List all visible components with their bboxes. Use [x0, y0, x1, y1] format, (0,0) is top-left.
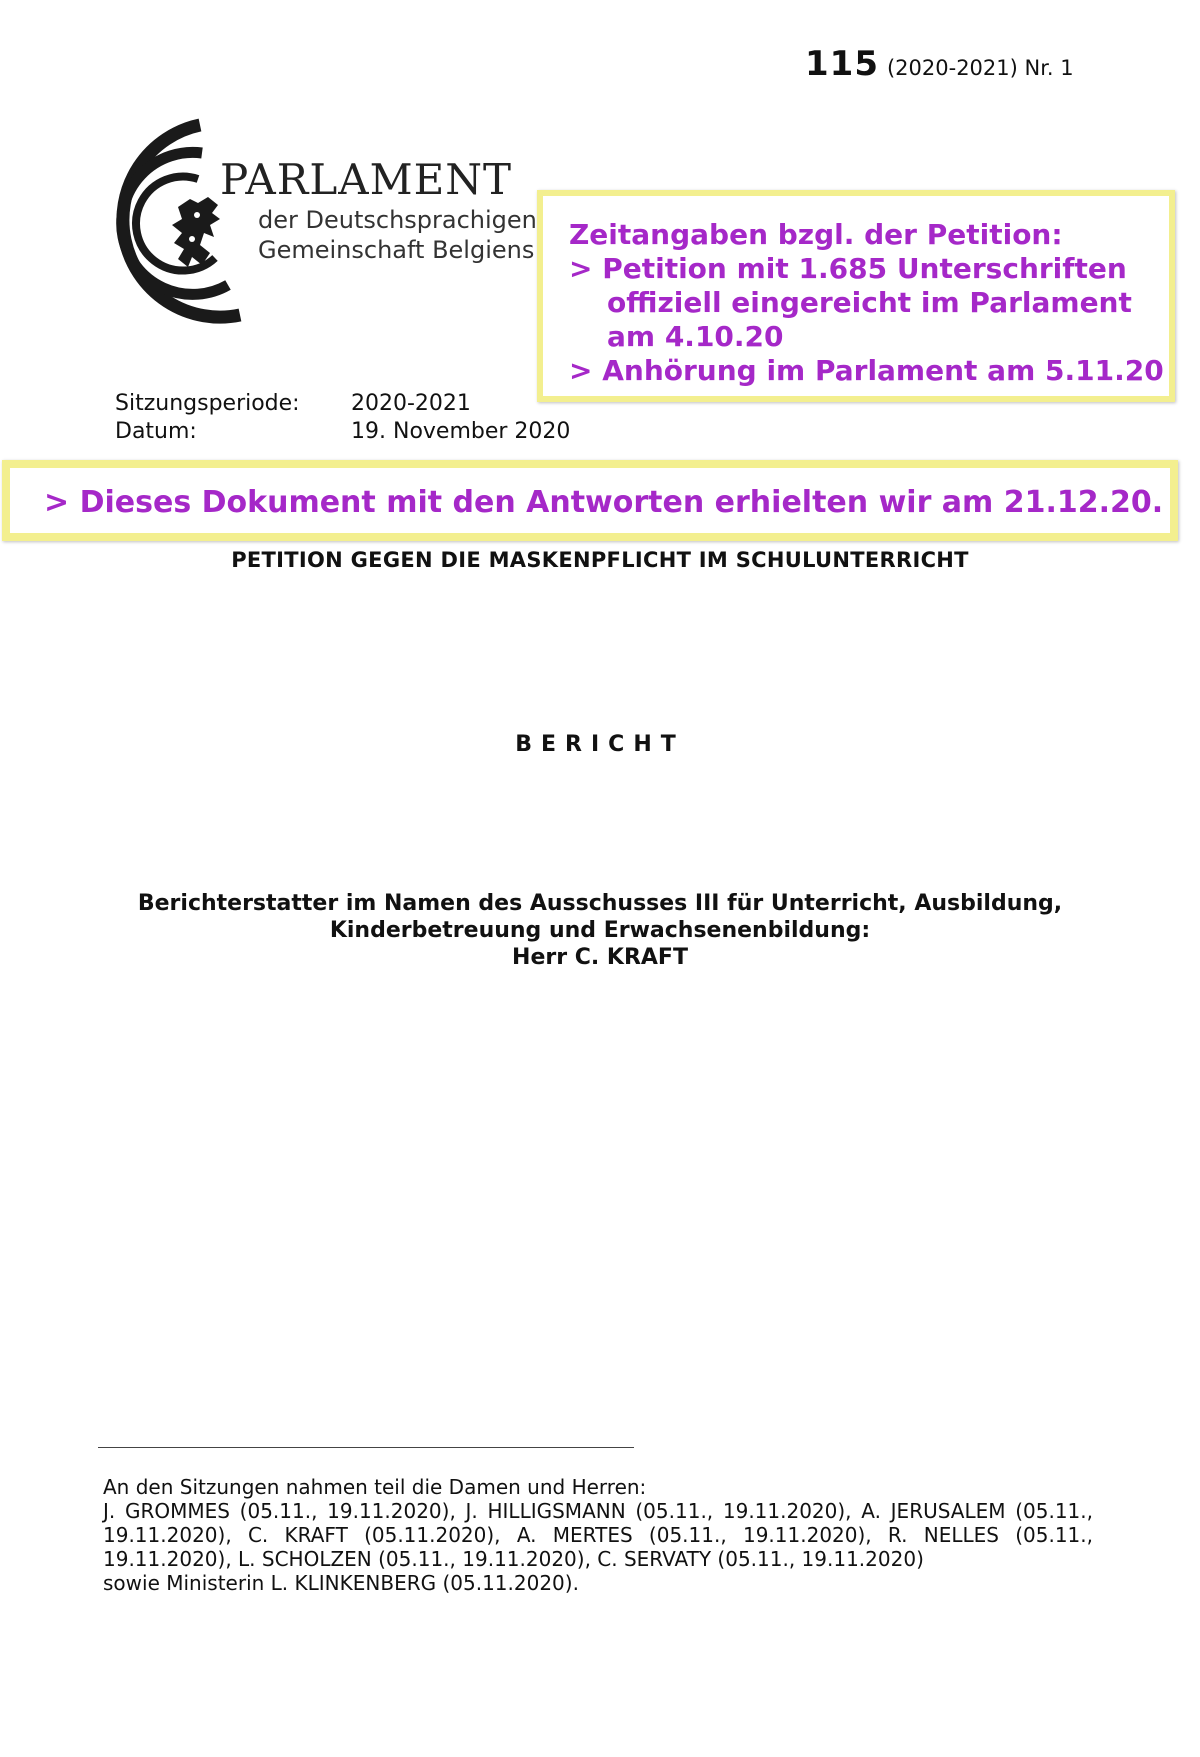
note-line: am 4.10.20 [607, 320, 784, 353]
petition-title: PETITION GEGEN DIE MASKENPFLICHT IM SCHULUNTERRICHT [231, 548, 969, 572]
footnote [103, 1475, 1093, 1595]
date-value: 19. November 2020 [351, 419, 571, 444]
session-value: 2020-2021 [351, 391, 471, 416]
session-meta [115, 390, 570, 446]
note-line: offiziell eingereicht im Parlament [607, 286, 1132, 319]
note-line: Zeitangaben bzgl. der Petition: [569, 218, 1063, 251]
date-label: Datum: [115, 419, 197, 444]
parliament-logo-icon [100, 115, 270, 330]
report-heading: BERICHT [515, 732, 685, 757]
document-number [805, 44, 1074, 84]
note-line: > Petition mit 1.685 Unterschriften [569, 252, 1127, 285]
logo-title: PARLAMENT [220, 155, 513, 204]
logo-subtitle-line: der Deutschsprachigen [258, 206, 537, 234]
note-line: > Anhörung im Parlament am 5.11.20 [569, 354, 1164, 387]
session-row [115, 390, 570, 418]
footnote-minister: sowie Ministerin L. KLINKENBERG (05.11.2020). [103, 1571, 579, 1595]
footnote-participants: J. GROMMES (05.11., 19.11.2020), J. HILLIGSMANN (05.11., 19.11.2020), A. JERUSALEM (05.11., 19.11.2020), C. KRAFT (05.11.2020), A. MERTES (05.11., 19.11.2020), R. NELLES (05.11., 19.11.2020), L. SCHOLZEN (05.11., 19.11.2020), C. SERVATY (05.11., 19.11.2020) [103, 1499, 1093, 1571]
document-number-main: 115 [805, 44, 879, 84]
reporter-line: Kinderbetreuung und Erwachsenenbildung: [329, 918, 871, 943]
reporter-line: Berichterstatter im Namen des Ausschusses III für Unterricht, Ausbildung, [137, 891, 1063, 916]
session-label: Sitzungsperiode: [115, 391, 300, 416]
footnote-intro: An den Sitzungen nahmen teil die Damen und Herren: [103, 1475, 647, 1499]
document-period-number: (2020-2021) Nr. 1 [886, 56, 1074, 80]
date-row [115, 418, 570, 446]
logo-subtitle-line: Gemeinschaft Belgiens [258, 236, 535, 264]
reporter-block [0, 890, 1200, 971]
reporter-name: Herr C. KRAFT [512, 945, 688, 970]
annotation-banner: > Dieses Dokument mit den Antworten erhielten wir am 21.12.20. [2, 460, 1178, 541]
footnote-divider [98, 1447, 634, 1448]
annotation-note-box [537, 190, 1175, 402]
logo-subtitle [258, 205, 537, 265]
